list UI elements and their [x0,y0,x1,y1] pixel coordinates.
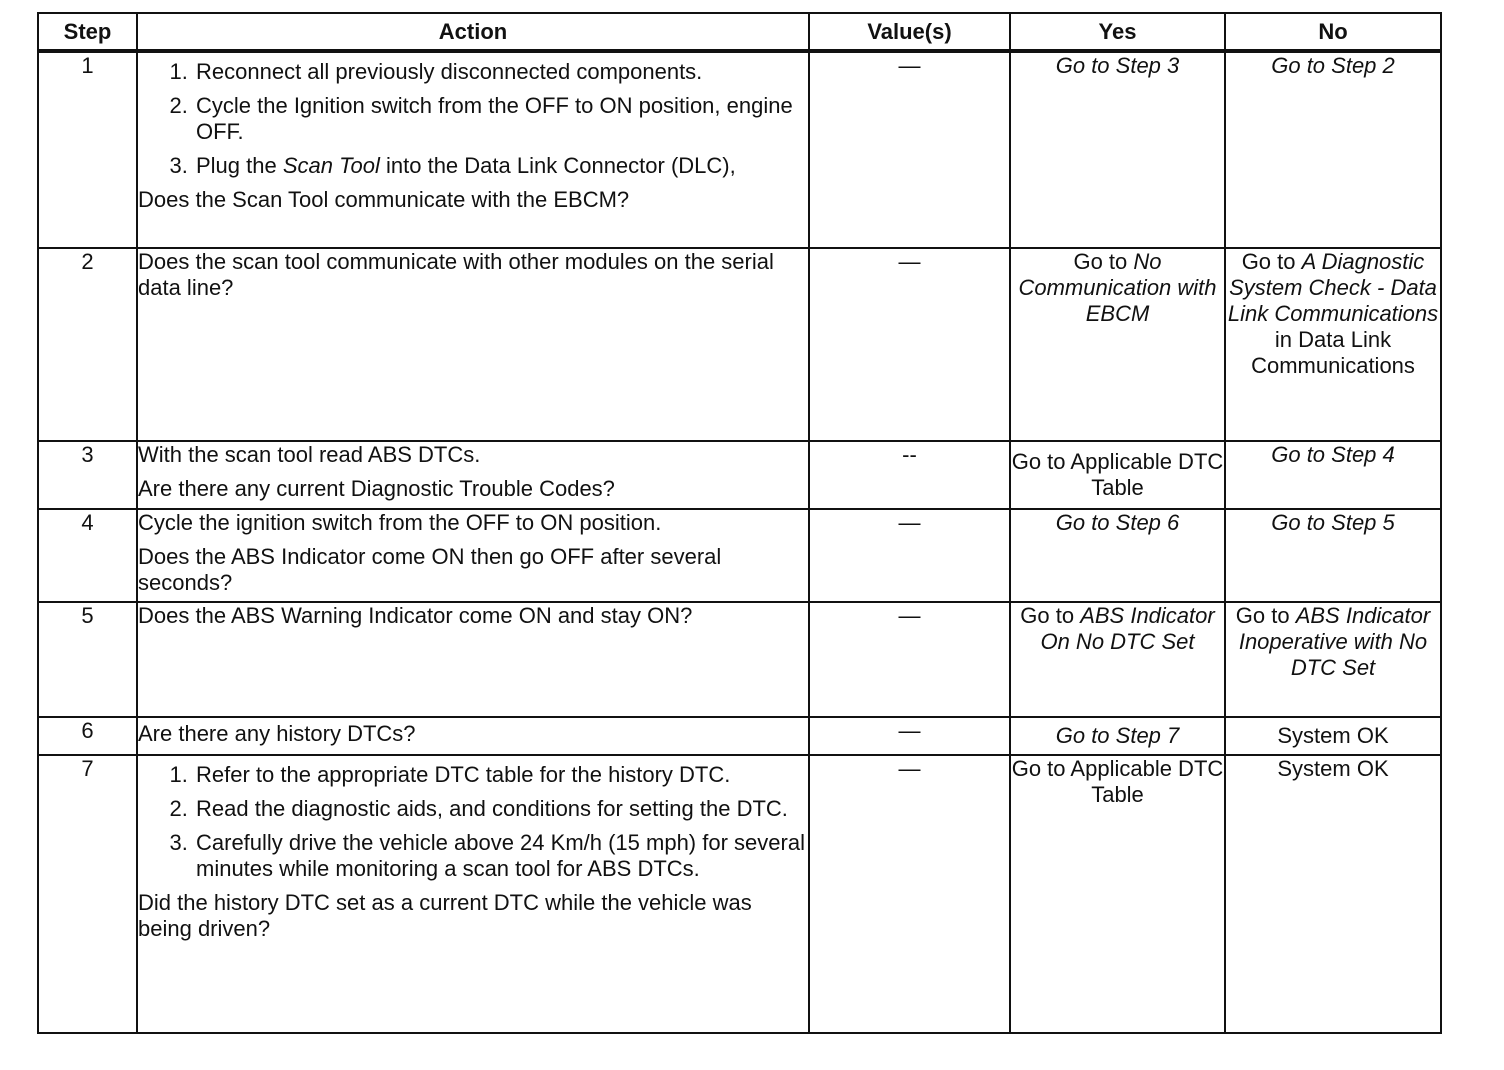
header-yes: Yes [1010,13,1225,51]
yes-cell: Go to No Communication with EBCM [1010,248,1225,441]
action-line: Cycle the ignition switch from the OFF to ON position. [138,510,662,535]
table-row-step-4 [38,509,1441,602]
action-item: 3. Carefully drive the vehicle above 24 Km/h (15 mph) for several minutes while monitoring a scan tool for ABS DTCs. [194,830,808,882]
step-number: 1 [38,51,137,248]
action-question: Does the Scan Tool communicate with the EBCM? [138,187,630,212]
no-cell: System OK [1225,717,1441,755]
action-item: 2. Cycle the Ignition switch from the OFF to ON position, engine OFF. [194,93,808,145]
yes-cell: Go to Step 3 [1010,51,1225,248]
scan-tool-term: Scan Tool [282,153,380,178]
step-number: 4 [38,509,137,602]
header-values: Value(s) [809,13,1010,51]
yes-cell: Go to ABS Indicator On No DTC Set [1010,602,1225,717]
table-row-step-5 [38,602,1441,717]
action-list [138,59,808,179]
no-link-text: ABS Indicator Inoperative with No DTC Set [1238,603,1431,680]
value-cell: — [809,509,1010,602]
action-item: 2. Read the diagnostic aids, and conditions for setting the DTC. [194,796,808,822]
value-cell: — [809,51,1010,248]
action-question: Did the history DTC set as a current DTC while the vehicle was being driven? [138,890,752,941]
yes-link-text: ABS Indicator On No DTC Set [1040,603,1215,654]
yes-link-text: No Communication with EBCM [1018,249,1217,326]
action-list [138,762,808,882]
action-item: 1. Reconnect all previously disconnected components. [194,59,808,85]
action-cell [137,441,809,509]
step-number: 7 [38,755,137,1033]
yes-cell: Go to Step 7 [1010,717,1225,755]
action-question: Does the ABS Warning Indicator come ON and stay ON? [138,603,693,628]
no-link-text: A Diagnostic System Check - Data Link Communications [1227,249,1439,326]
step-number: 3 [38,441,137,509]
step-number: 6 [38,717,137,755]
no-cell: Go to Step 2 [1225,51,1441,248]
action-question: Are there any history DTCs? [138,721,416,746]
no-cell: Go to A Diagnostic System Check - Data Link Communications in Data Link Communications [1225,248,1441,441]
action-question: Does the ABS Indicator come ON then go OFF after several seconds? [138,544,722,595]
table-row-step-3 [38,441,1441,509]
yes-cell: Go to Applicable DTC Table [1010,441,1225,509]
action-item: 1. Refer to the appropriate DTC table for the history DTC. [194,762,808,788]
action-cell [137,717,809,755]
no-cell: Go to Step 5 [1225,509,1441,602]
value-cell: — [809,602,1010,717]
action-cell [137,755,809,1033]
action-cell [137,509,809,602]
no-cell: Go to Step 4 [1225,441,1441,509]
action-line: With the scan tool read ABS DTCs. [138,442,481,467]
action-item: 3. Plug the Scan Tool into the Data Link Connector (DLC), [194,153,808,179]
value-cell: — [809,717,1010,755]
no-cell: Go to ABS Indicator Inoperative with No DTC Set [1225,602,1441,717]
header-action: Action [137,13,809,51]
action-cell [137,602,809,717]
value-cell: — [809,248,1010,441]
table-row-step-6 [38,717,1441,755]
value-cell: -- [809,441,1010,509]
action-cell [137,51,809,248]
table-row-step-7 [38,755,1441,1033]
yes-cell: Go to Step 6 [1010,509,1225,602]
action-question: Does the scan tool communicate with other modules on the serial data line? [138,249,774,300]
value-cell: — [809,755,1010,1033]
header-step: Step [38,13,137,51]
no-cell: System OK [1225,755,1441,1033]
header-row [38,13,1441,51]
header-no: No [1225,13,1441,51]
action-cell [137,248,809,441]
yes-cell: Go to Applicable DTC Table [1010,755,1225,1033]
table-row-step-1 [38,51,1441,248]
table-row-step-2 [38,248,1441,441]
action-question: Are there any current Diagnostic Trouble Codes? [138,476,615,501]
diagnostic-table [37,12,1442,1034]
step-number: 5 [38,602,137,717]
step-number: 2 [38,248,137,441]
